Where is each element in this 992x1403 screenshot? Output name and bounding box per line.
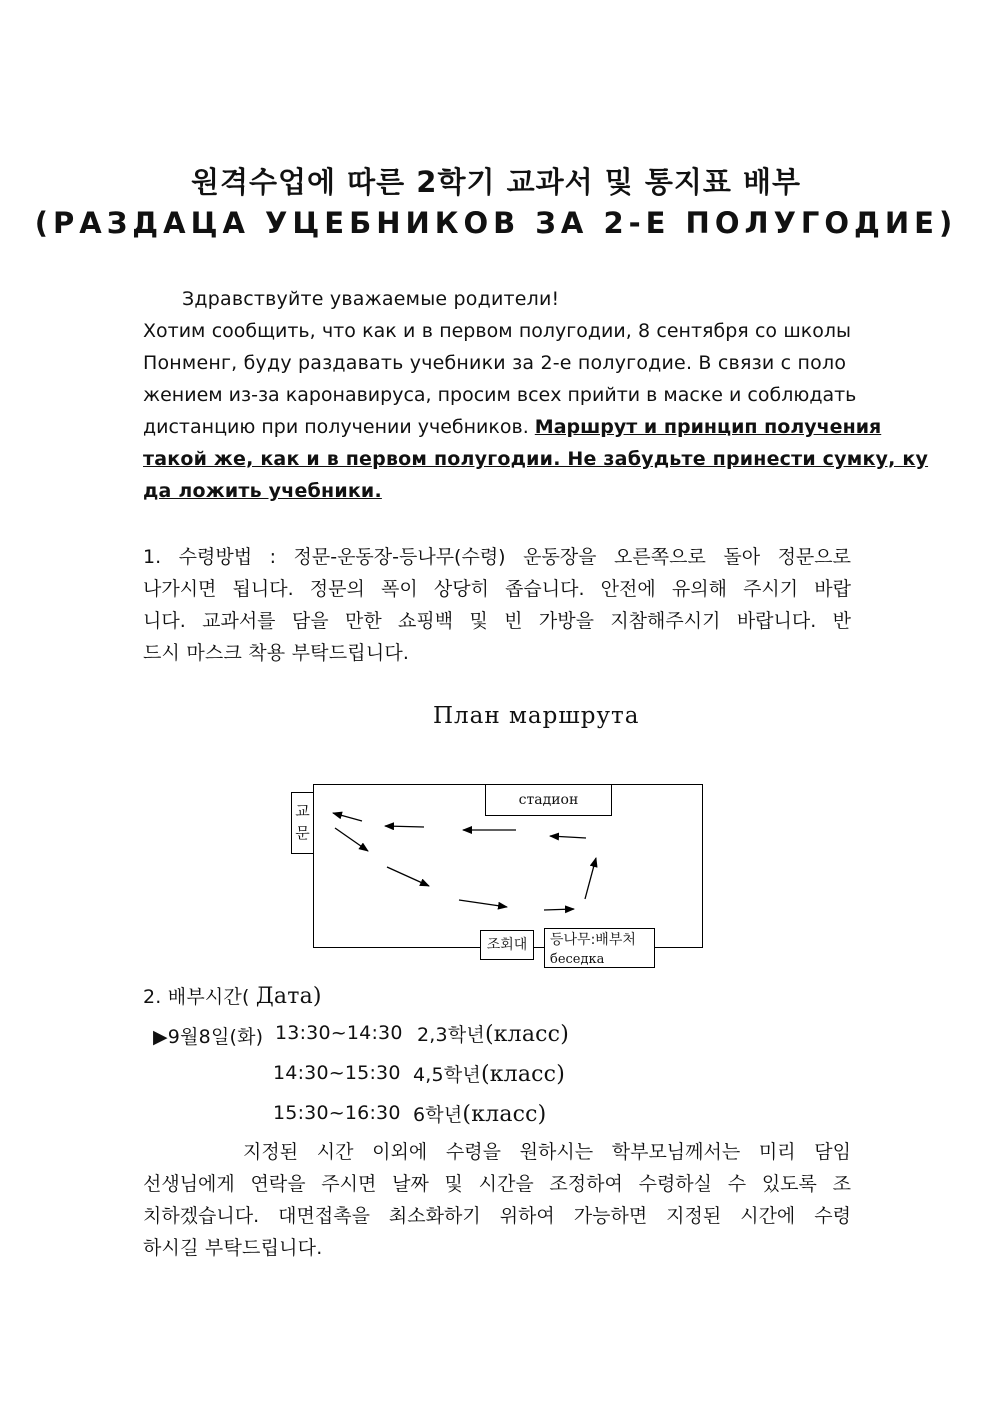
stadium-label: стадион [518,792,579,808]
intro-line-2: Понменг, буду раздавать учебники за 2-е полугодие. В связи с поло [143,352,847,374]
schedule-grade-2-ru: (класс) [480,1062,565,1087]
schedule-grade-1-ru: (класс) [484,1022,569,1047]
stage-label: 조회대 [486,937,528,953]
closing-line-4: 하시길 부탁드립니다. [143,1237,323,1259]
gate-label-1: 교 [295,802,310,820]
intro-line-4-plain: дистанцию при получении учебников. [143,416,535,438]
document-title: 원격수업에 따른 2학기 교과서 및 통지표 배부 [190,165,801,199]
arrow-6 [387,867,429,886]
pavilion-label-1: 등나무:배부처 [550,932,636,948]
section1-line-4: 드시 마스크 착용 부탁드립니다. [143,642,410,664]
arrow-8 [544,909,574,910]
greeting: Здравствуйте уважаемые родители! [182,288,560,310]
pavilion-box [544,928,655,968]
schedule-grade-2-ko: 4,5학년 [413,1064,481,1086]
gate-label-2: 문 [295,824,310,842]
section2-heading-ru: Дата) [255,984,322,1009]
schedule-grade-3 [413,1100,546,1127]
schedule-grade-2 [413,1060,565,1087]
schedule-time-2: 14:30~15:30 [273,1062,401,1084]
arrow-9 [585,858,596,899]
section2-heading-ko: 2. 배부시간( [143,986,256,1008]
section2-heading [143,982,322,1009]
intro-line-5: такой же, как и в первом полугодии. Не забудьте принести сумку, ку [143,448,929,470]
arrow-7 [459,900,507,907]
gate-box [291,792,314,854]
intro-line-4-bold: Маршрут и принцип получения [534,416,882,438]
intro-line-1: Хотим сообщить, что как и в первом полугодии, 8 сентября со школы [143,320,851,342]
section1-line-2: 나가시면 됩니다. 정문의 폭이 상당히 좁습니다. 안전에 유의해 주시기 바랍 [143,578,851,600]
section1-line-1: 1. 수령방법 : 정문-운동장-등나무(수령) 운동장을 오른쪽으로 돌아 정문으로 [143,546,851,568]
pavilion-label-2: беседка [550,952,605,967]
schedule-time-1: 13:30~14:30 [275,1022,403,1044]
arrow-1 [550,836,586,838]
schedule-grade-3-ru: (класс) [462,1102,547,1127]
arrow-5 [335,828,368,851]
schedule-date: ▶9월8일(화) [153,1026,264,1048]
schedule-grade-3-ko: 6학년 [413,1104,463,1126]
closing-line-1: 지정된 시간 이외에 수령을 원하시는 학부모님께서는 미리 담임 [243,1141,851,1163]
map-title: План маршрута [433,703,640,729]
intro-line-3: жением из-за каронавируса, просим всех прийти в маске и соблюдать [143,384,857,406]
closing-line-2: 선생님에게 연락을 주시면 날짜 및 시간을 조정하여 수령하실 수 있도록 조 [143,1173,851,1195]
section1-line-3: 니다. 교과서를 담을 만한 쇼핑백 및 빈 가방을 지참해주시기 바랍니다. 반 [143,610,851,632]
arrow-4 [333,813,362,821]
stage-box [480,930,534,960]
stadium-box [485,784,612,816]
schedule-grade-1 [417,1020,569,1047]
intro-line-6: да ложить учебники. [143,480,382,502]
document-subtitle: (РАЗДАЦА УЦЕБНИКОВ ЗА 2-Е ПОЛУГОДИЕ) [34,206,958,240]
schedule-time-3: 15:30~16:30 [273,1102,401,1124]
schedule-grade-1-ko: 2,3학년 [417,1024,485,1046]
arrow-3 [385,826,424,827]
closing-line-3: 치하겠습니다. 대면접촉을 최소화하기 위하여 가능하면 지정된 시간에 수령 [143,1205,851,1227]
